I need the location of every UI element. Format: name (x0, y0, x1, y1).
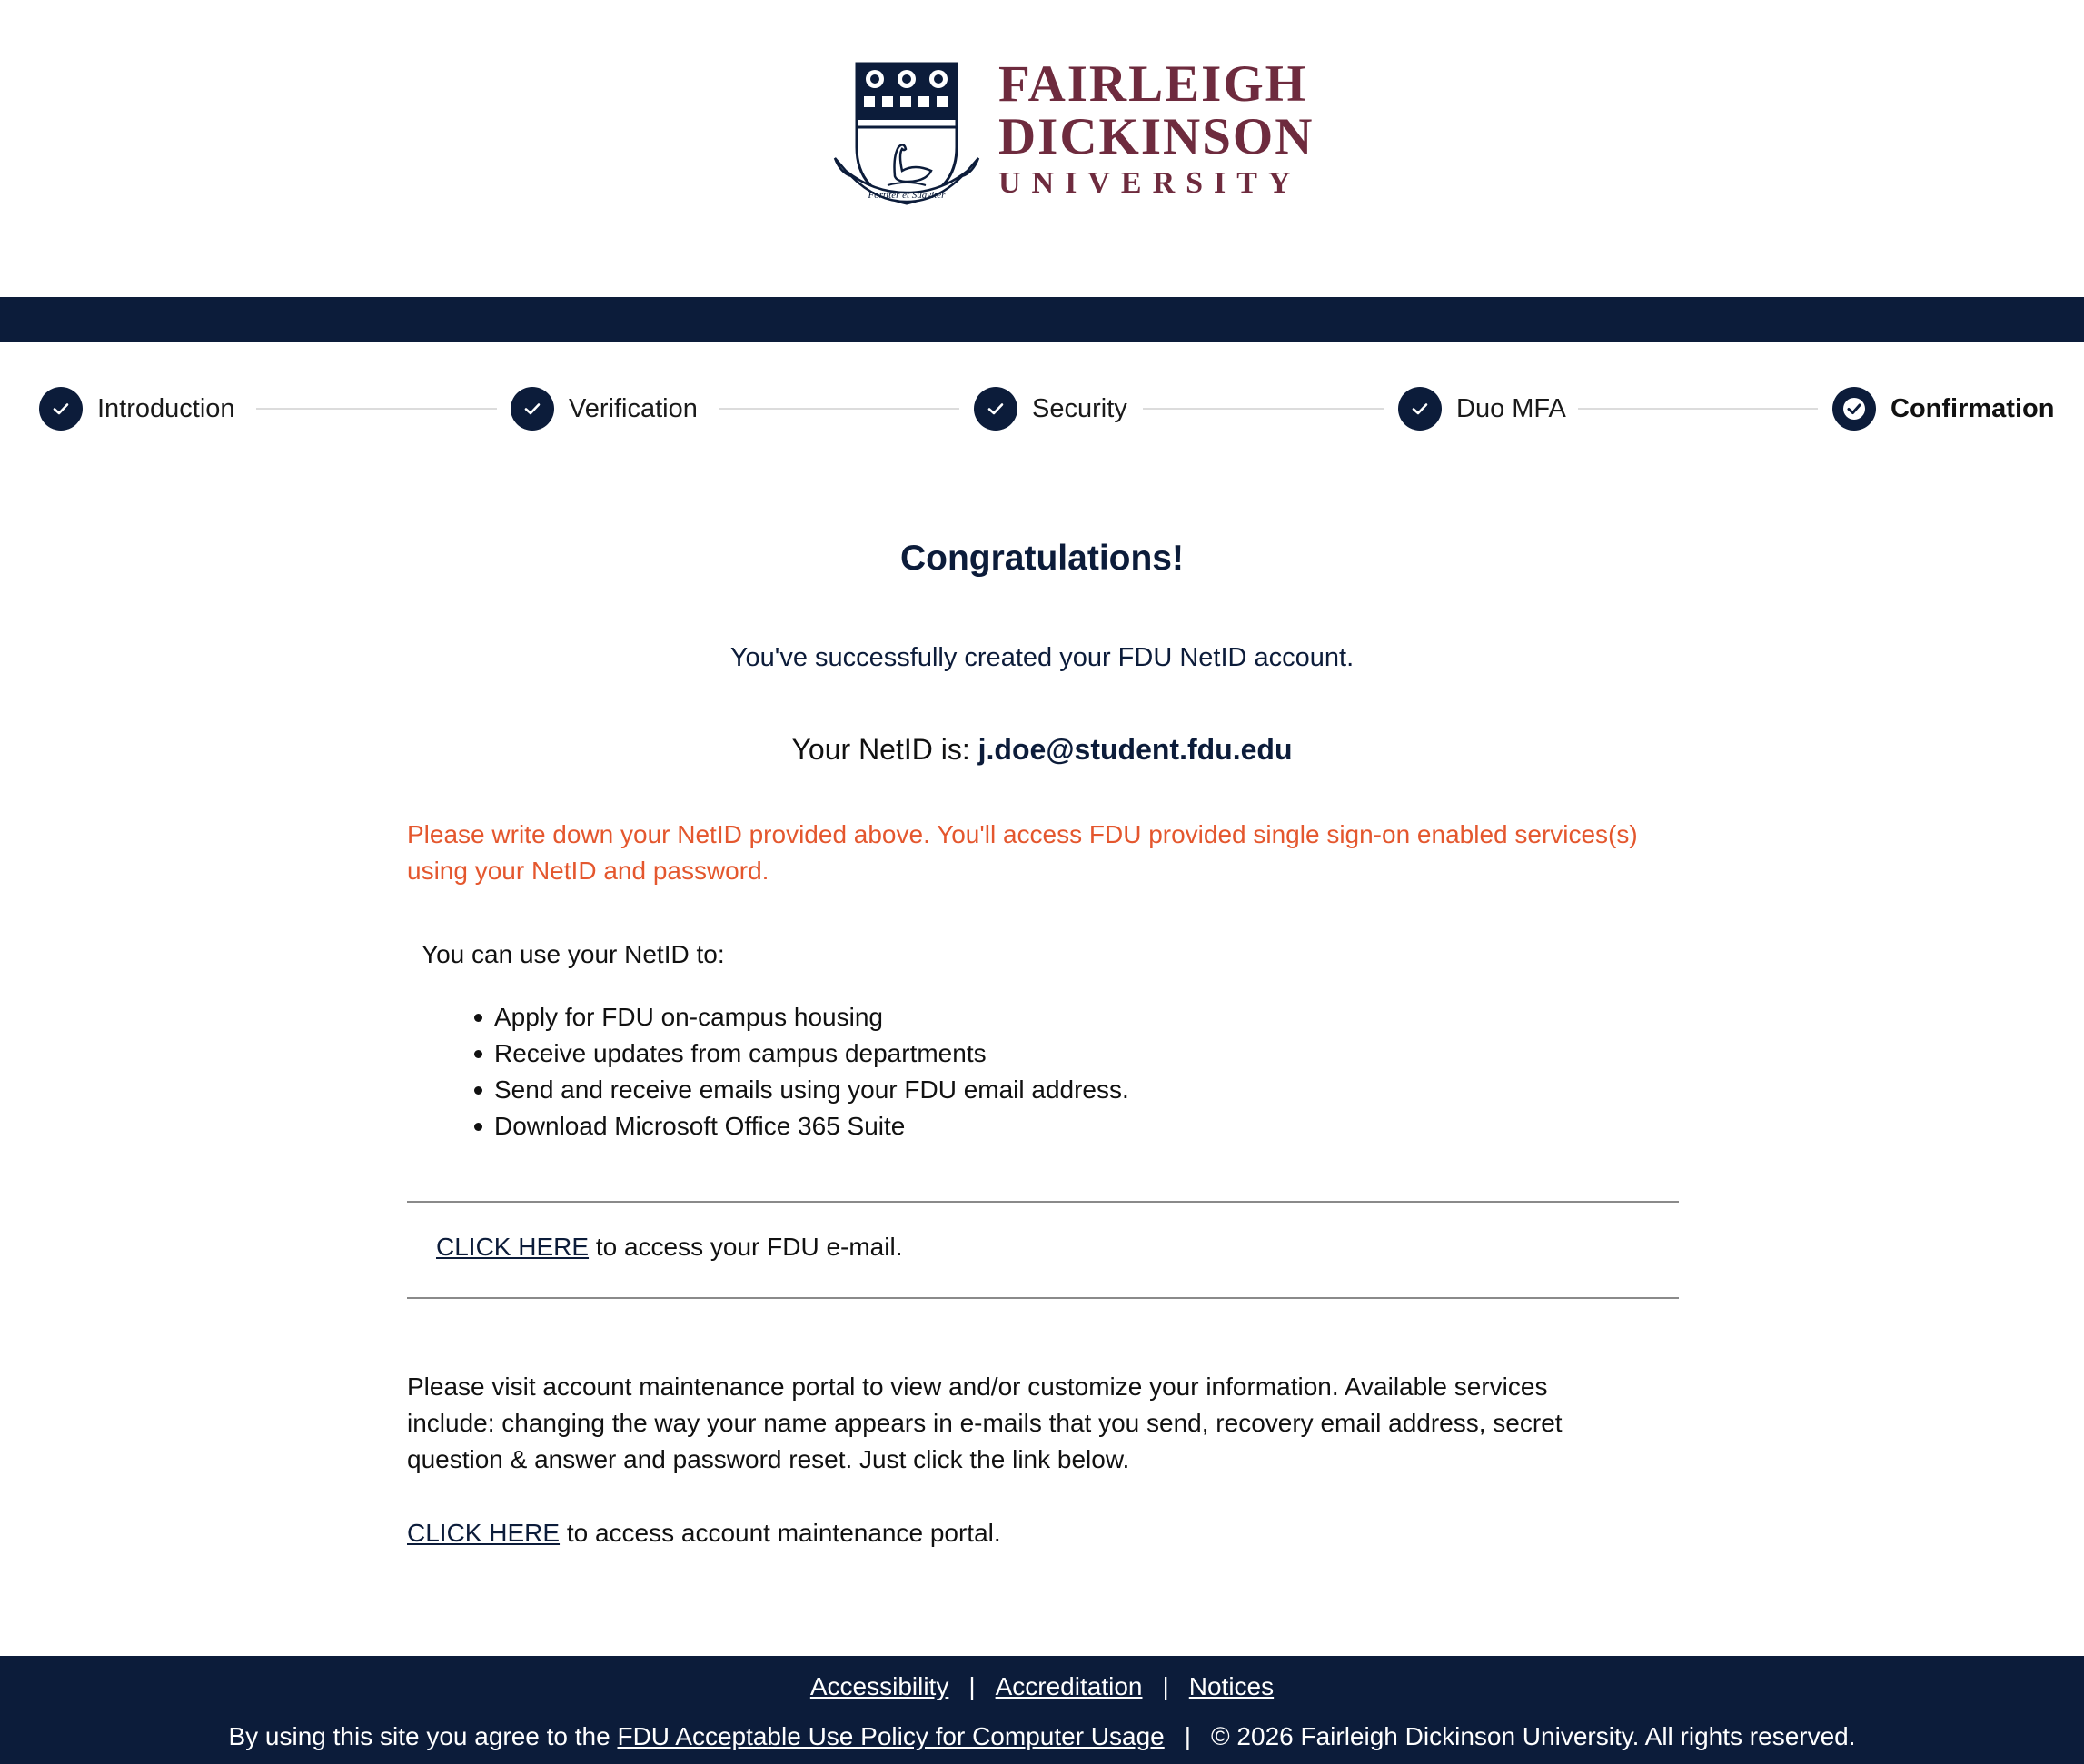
step-label: Introduction (97, 393, 235, 423)
list-item: Receive updates from campus departments (494, 1036, 1129, 1072)
step-verification (511, 386, 698, 431)
step-label: Verification (569, 393, 698, 423)
email-access-line (436, 1233, 902, 1262)
netid-warning: Please write down your NetID provided above. You'll access FDU provided single sign-on enabled services(s) using your NetID and password. (407, 820, 1638, 885)
email-click-here-link[interactable]: CLICK HERE (436, 1233, 590, 1261)
university-crest-icon (831, 56, 986, 211)
step-label: Security (1032, 393, 1127, 423)
accreditation-link[interactable]: Accreditation (995, 1672, 1143, 1700)
list-item: Download Microsoft Office 365 Suite (494, 1108, 1129, 1145)
check-icon (1398, 387, 1442, 431)
portal-access-line (407, 1519, 1001, 1548)
step-label: Duo MFA (1456, 393, 1566, 423)
portal-description: Please visit account maintenance portal to view and/or customize your information. Available services include: changing the way your name appears in e-mails that you send, recovery email address, secret question & answer and password reset. Just click the link below. (407, 1373, 1563, 1473)
step-connector (1143, 408, 1384, 410)
netid-value: j.doe@student.fdu.edu (977, 733, 1293, 766)
step-introduction (39, 386, 235, 431)
footer (0, 1656, 2084, 1764)
wordmark-line-1: FAIRLEIGH (998, 55, 1307, 113)
step-connector (719, 408, 959, 410)
university-wordmark (998, 55, 1315, 203)
wordmark-line-3: UNIVERSITY (998, 166, 1302, 200)
acceptable-use-policy-link[interactable]: FDU Acceptable Use Policy for Computer Usage (617, 1722, 1165, 1750)
copyright: © 2026 Fairleigh Dickinson University. All rights reserved. (1211, 1722, 1856, 1750)
netid-prefix: Your NetID is: (791, 733, 970, 766)
header (0, 0, 2084, 297)
page-title: Congratulations! (900, 539, 1184, 578)
footer-separator: | (1184, 1722, 1192, 1750)
svg-text:Fortiter et Suaviter: Fortiter et Suaviter (868, 190, 946, 201)
portal-link-text: to access account maintenance portal. (566, 1519, 1001, 1547)
footer-separator: | (968, 1672, 976, 1700)
footer-links (0, 1672, 2084, 1701)
divider (407, 1201, 1679, 1203)
footer-separator: | (1162, 1672, 1169, 1700)
step-confirmation (1832, 386, 2054, 431)
email-link-text: to access your FDU e-mail. (595, 1233, 903, 1261)
notices-link[interactable]: Notices (1188, 1672, 1275, 1700)
step-duo-mfa (1398, 386, 1566, 431)
uses-list (494, 999, 1129, 1145)
footer-legal (0, 1722, 2084, 1751)
check-circle-icon (1832, 387, 1876, 431)
list-item: Apply for FDU on-campus housing (494, 999, 1129, 1036)
step-connector (256, 408, 497, 410)
legal-prefix: By using this site you agree to the (228, 1722, 610, 1750)
step-label-active: Confirmation (1890, 393, 2055, 423)
step-connector (1578, 408, 1818, 410)
uses-intro: You can use your NetID to: (422, 940, 725, 968)
progress-stepper (0, 342, 2084, 470)
check-icon (511, 387, 554, 431)
fdu-logo[interactable] (831, 55, 1315, 211)
netid-display (0, 733, 2084, 767)
wordmark-line-2: DICKINSON (998, 108, 1315, 165)
portal-click-here-link[interactable]: CLICK HERE (407, 1519, 561, 1547)
divider (407, 1297, 1679, 1299)
list-item: Send and receive emails using your FDU email address. (494, 1072, 1129, 1108)
success-message: You've successfully created your FDU NetID account. (729, 643, 1355, 672)
accessibility-link[interactable]: Accessibility (809, 1672, 949, 1700)
navy-banner (0, 297, 2084, 342)
check-icon (39, 387, 83, 431)
check-icon (974, 387, 1017, 431)
step-security (974, 386, 1127, 431)
